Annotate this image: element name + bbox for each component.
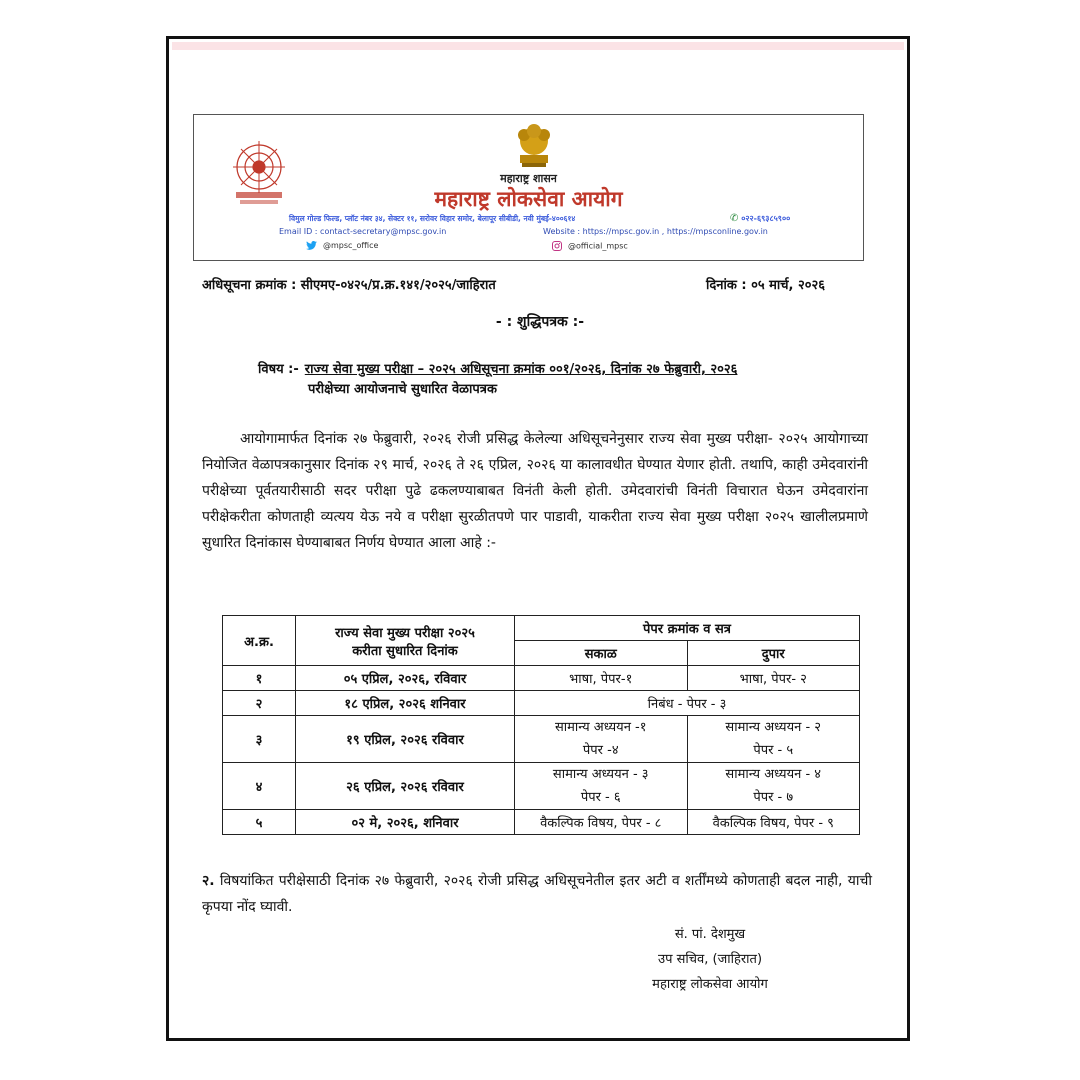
table-row [223, 666, 860, 691]
phone-text: ०२२-६९३८५९०० [741, 214, 791, 223]
row-morning-line-2: पेपर - ६ [580, 790, 621, 805]
paragraph-2-text: विषयांकित परीक्षेसाठी दिनांक २७ फेब्रुवारी, २०२६ रोजी प्रसिद्ध अधिसूचनेतील इतर अटी व शर्तींमध्ये कोणताही बदल नाही, याची कृपया नोंद घ्यावी. [202, 873, 873, 915]
subject-label: विषय :- [258, 362, 299, 377]
row-afternoon: भाषा, पेपर- २ [687, 666, 860, 691]
subject-line-2: परीक्षेच्या आयोजनाचे सुधारित वेळापत्रक [308, 382, 497, 397]
row-morning: वैकल्पिक विषय, पेपर - ८ [515, 810, 688, 835]
phone-icon: ✆ [730, 213, 739, 224]
row-date: २६ एप्रिल, २०२६ रविवार [296, 763, 515, 810]
phone-number [730, 213, 790, 224]
row-sr: ३ [223, 716, 296, 763]
row-afternoon-line-1: सामान्य अध्ययन - ४ [725, 767, 822, 782]
instagram-text: @official_mpsc [568, 241, 628, 251]
row-morning [515, 716, 688, 763]
header-afternoon: दुपार [687, 641, 860, 666]
office-address: विमुल गोल्ड फिल्ड, प्लॉट नंबर ३४, सेक्टर ११, सरोवर विहार समोर, बेलापूर सीबीडी, नवी मुंबई-४००६१४ [289, 214, 576, 223]
header-date-line-1: राज्य सेवा मुख्य परीक्षा २०२५ [335, 625, 475, 641]
row-morning-line-1: सामान्य अध्ययन - ३ [552, 767, 649, 782]
notification-reference: अधिसूचना क्रमांक : सीएमए-०४२५/प्र.क्र.१४१/२०२५/जाहिरात [202, 278, 496, 293]
website-link[interactable]: Website : https://mpsc.gov.in , https://mpsconline.gov.in [543, 227, 768, 236]
row-sr: २ [223, 691, 296, 716]
subject-block [258, 360, 878, 400]
table-row [223, 691, 860, 716]
row-afternoon-line-2: पेपर - ५ [753, 743, 794, 758]
header-date [296, 616, 515, 666]
row-afternoon-line-2: पेपर - ७ [753, 790, 794, 805]
header-date-line-2: करीता सुधारित दिनांक [352, 643, 458, 659]
row-sr: ५ [223, 810, 296, 835]
signatory-designation: उप सचिव, (जाहिरात) [657, 952, 763, 967]
row-morning-line-1: सामान्य अध्ययन -१ [554, 720, 647, 735]
notification-date: दिनांक : ०५ मार्च, २०२६ [706, 278, 826, 293]
row-afternoon-line-1: सामान्य अध्ययन - २ [725, 720, 822, 735]
table-header-row [223, 616, 860, 641]
government-label: महाराष्ट्र शासन [500, 172, 557, 185]
corrigendum-heading: - : शुद्धिपत्रक :- [495, 314, 585, 330]
row-date: १८ एप्रिल, २०२६ शनिवार [296, 691, 515, 716]
row-morning: भाषा, पेपर-१ [515, 666, 688, 691]
twitter-text: @mpsc_office [323, 241, 379, 250]
row-afternoon: वैकल्पिक विषय, पेपर - ९ [687, 810, 860, 835]
body-paragraph-2 [202, 868, 872, 920]
row-date: ०२ मे, २०२६, शनिवार [296, 810, 515, 835]
row-morning-line-2: पेपर -४ [582, 743, 619, 758]
paragraph-2-number: २. [202, 873, 215, 889]
row-sr: ४ [223, 763, 296, 810]
top-strip [172, 42, 904, 50]
row-date: १९ एप्रिल, २०२६ रविवार [296, 716, 515, 763]
instagram-handle[interactable] [552, 241, 628, 251]
email-link[interactable]: Email ID : contact-secretary@mpsc.gov.in [279, 227, 447, 236]
header-morning: सकाळ [515, 641, 688, 666]
exam-schedule-table [222, 615, 860, 835]
header-sr: अ.क्र. [223, 616, 296, 666]
signature-block [620, 922, 800, 997]
table-row [223, 763, 860, 810]
signatory-name: सं. पां. देशमुख [674, 927, 746, 942]
row-date: ०५ एप्रिल, २०२६, रविवार [296, 666, 515, 691]
letterhead [193, 114, 864, 261]
subject-line-1: राज्य सेवा मुख्य परीक्षा – २०२५ अधिसूचना क्रमांक ००१/२०२६, दिनांक २७ फेब्रुवारी, २०२६ [304, 362, 738, 377]
row-merged-session: निबंध - पेपर - ३ [515, 691, 860, 716]
twitter-icon [306, 241, 317, 250]
row-sr: १ [223, 666, 296, 691]
paragraph-1-text: आयोगामार्फत दिनांक २७ फेब्रुवारी, २०२६ रोजी प्रसिद्ध केलेल्या अधिसूचनेनुसार राज्य सेवा मुख्य परीक्षा- २०२५ आयोगाच्या नियोजित वेळापत्रकानुसार दिनांक २९ मार्च, २०२६ ते २६ एप्रिल, २०२६ या कालावधीत घेण्यात येणार होती. तथापि, काही उमेदवारांनी परीक्षेच्या पूर्वतयारीसाठी सदर परीक्षा पुढे ढकलण्याबाबत विनंती केली होती. उमेदवारांची विनंती विचारात घेऊन उमेदवारांना परीक्षेकरीता कोणताही व्यत्यय येऊ नये व परीक्षा सुरळीतपणे पार पाडावी, याकरीता राज्य सेवा मुख्य परीक्षा २०२५ खालीलप्रमाणे सुधारित दिनांकास घेण्याबाबत निर्णय घेण्यात आला आहे :- [202, 431, 868, 551]
table-row [223, 716, 860, 763]
body-paragraph-1 [202, 426, 868, 556]
organization-title: महाराष्ट्र लोकसेवा आयोग [434, 187, 623, 211]
row-afternoon [687, 763, 860, 810]
twitter-handle[interactable] [306, 241, 378, 250]
row-afternoon [687, 716, 860, 763]
table-row [223, 810, 860, 835]
signatory-office: महाराष्ट्र लोकसेवा आयोग [652, 977, 768, 992]
row-morning [515, 763, 688, 810]
national-emblem-icon [512, 121, 556, 169]
instagram-icon [552, 241, 562, 251]
header-paper: पेपर क्रमांक व सत्र [515, 616, 860, 641]
